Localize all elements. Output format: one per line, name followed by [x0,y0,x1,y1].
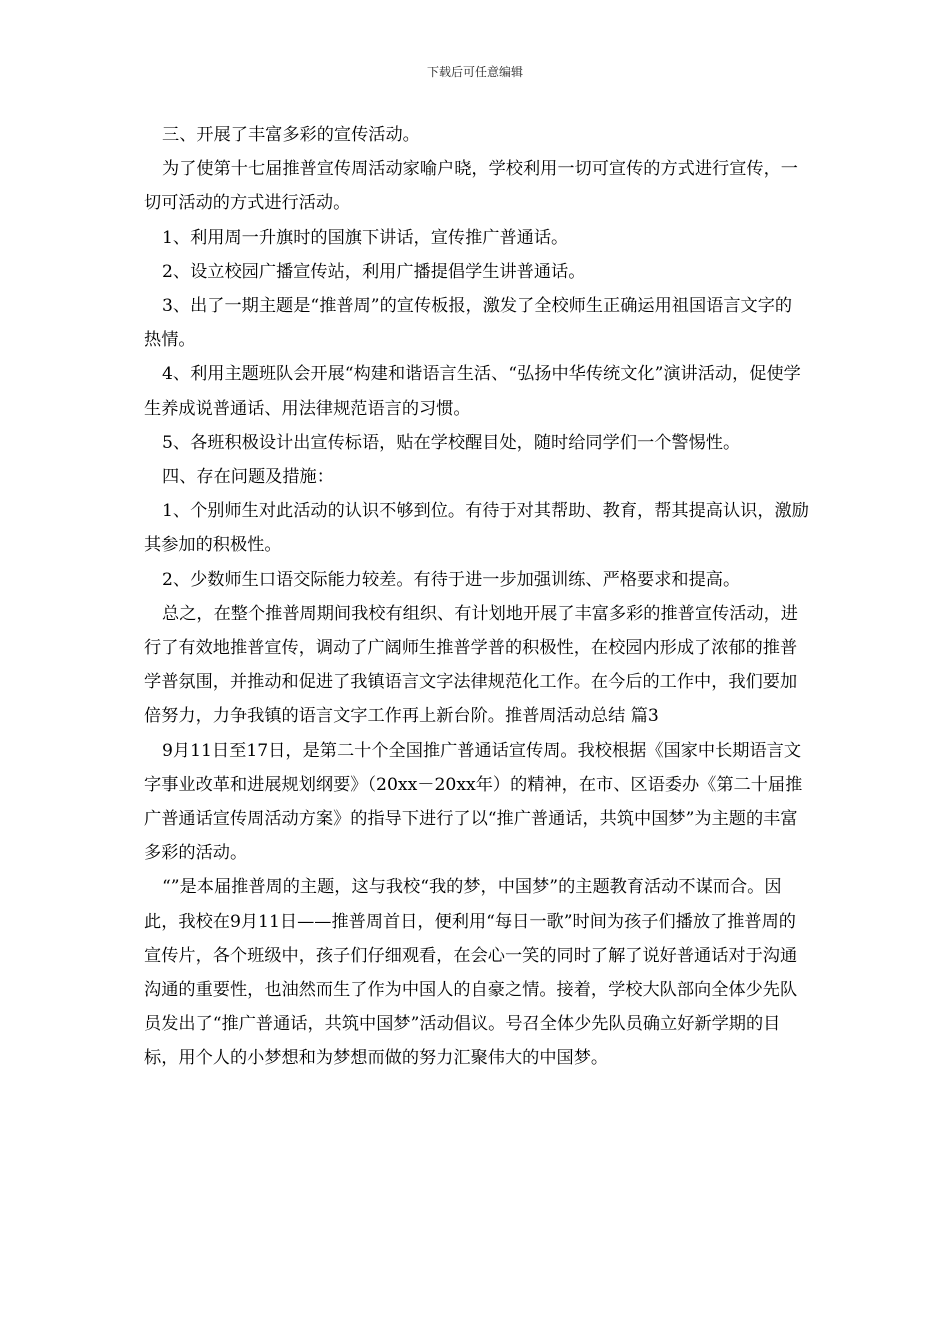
paragraph: 为了使第十七届推普宣传周活动家喻户晓，学校利用一切可宣传的方式进行宣传，一切可活动的方式进行活动。 [144,159,798,214]
section-heading: 三、开展了丰富多彩的宣传活动。 [162,125,420,145]
list-item: 2、少数师生口语交际能力较差。有待于进一步加强训练、严格要求和提高。 [162,569,741,590]
list-item: 5、各班积极设计出宣传标语，贴在学校醒目处，随时给同学们一个警惕性。 [162,432,741,453]
header-note: 下载后可任意编辑 [426,65,523,79]
list-item: 1、利用周一升旗时的国旗下讲话，宣传推广普通话。 [162,227,569,248]
list-item: 4、利用主题班队会开展“构建和谐语言生活、“弘扬中华传统文化”演讲活动，促使学生养成说普通话、用法律规范语言的习惯。 [144,364,801,419]
list-item: 2、设立校园广播宣传站，利用广播提倡学生讲普通话。 [162,261,586,282]
paragraph: “”是本届推普周的主题，这与我校“我的梦，中国梦”的主题教育活动不谋而合。因此，我校在9月11日——推普周首日，便利用“每日一歌”时间为孩子们播放了推普周的宣传片，各个班级中，孩子们仔细观看，在会心一笑的同时了解了说好普通话对于沟通沟通的重要性，也油然而生了作为中国人的自豪之情。接着，学校大队部向全体少先队员发出了“推广普通话，共筑中国梦”活动倡议。号召全体少先队员确立好新学期的目标，用个人的小梦想和为梦想而做的努力汇聚伟大的中国梦。 [144,877,798,1069]
list-item: 1、个别师生对此活动的认识不够到位。有待于对其帮助、教育，帮其提高认识，激励其参加的积极性。 [144,501,809,556]
section-heading: 四、存在问题及措施： [162,467,334,488]
paragraph: 9月11日至17日，是第二十个全国推广普通话宣传周。我校根据《国家中长期语言文字事业改革和进展规划纲要》（20xx－20xx年）的精神，在市、区语委办《第二十届推广普通话宣传周活动方案》的指导下进行了以“推广普通话，共筑中国梦”为主题的丰富多彩的活动。 [144,740,803,864]
list-item: 3、出了一期主题是“推普周”的宣传板报，激发了全校师生正确运用祖国语言文字的热情。 [144,296,793,351]
document-body [144,118,809,1076]
paragraph: 总之，在整个推普周期间我校有组织、有计划地开展了丰富多彩的推普宣传活动，进行了有效地推普宣传，调动了广阔师生推普学普的积极性，在校园内形成了浓郁的推普学普氛围，并推动和促进了我镇语言文字法律规范化工作。在今后的工作中，我们要加倍努力，力争我镇的语言文字工作再上新台阶。推普周活动总结 篇3 [144,603,798,727]
